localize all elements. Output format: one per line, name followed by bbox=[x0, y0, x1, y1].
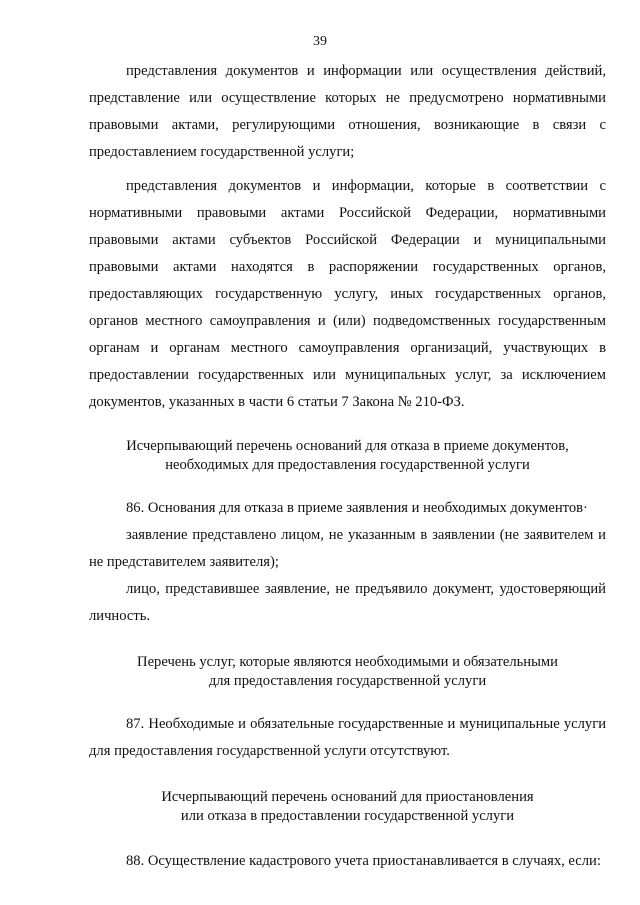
heading-line: или отказа в предоставлении государственной услуги bbox=[180, 808, 515, 824]
paragraph-87: 87. Необходимые и обязательные государственные и муниципальные услуги для предоставления государственной услуги отсутствуют. bbox=[89, 716, 606, 759]
paragraph-86: 86. Основания для отказа в приеме заявления и необходимых документов· bbox=[126, 500, 588, 516]
document-body bbox=[89, 58, 606, 875]
section-heading-refusal-grounds bbox=[89, 437, 606, 475]
page-number: 39 bbox=[313, 34, 327, 49]
section-heading-suspension-grounds bbox=[89, 788, 606, 826]
section-heading-required-services bbox=[89, 653, 606, 691]
paragraph-identity-not-shown: лицо, представившее заявление, не предъявило документ, удостоверяющий личность. bbox=[89, 581, 606, 624]
paragraph-applicant-not-specified: заявление представлено лицом, не указанным в заявлении (не заявителем и не представителем заявителя); bbox=[89, 527, 606, 570]
paragraph-documents-in-possession: представления документов и информации, которые в соответствии с нормативными правовыми актами Российской Федерации, нормативными правовыми актами субъектов Российской Федерации и муниципальными правовыми актами находятся в распоряжении государственных органов, предоставляющих государственную услугу, иных государственных органов, органов местного самоуправления и (или) подведомственных государственным органам и органам местного самоуправления организаций, участвующих в предоставлении государственных или муниципальных услуг, за исключением документов, указанных в части 6 статьи 7 Закона № 210-ФЗ. bbox=[89, 178, 606, 410]
heading-line: для предоставления государственной услуги bbox=[208, 673, 487, 689]
paragraph-documents-not-required: представления документов и информации или осуществления действий, представление или осуществление которых не предусмотрено нормативными правовыми актами, регулирующими отношения, возникающие в связи с предоставлением государственной услуги; bbox=[89, 63, 606, 160]
paragraph-88: 88. Осуществление кадастрового учета приостанавливается в случаях, если: bbox=[126, 853, 601, 869]
heading-line: Исчерпывающий перечень оснований для приостановления bbox=[161, 789, 534, 805]
heading-line: Перечень услуг, которые являются необходимыми и обязательными bbox=[137, 654, 558, 670]
heading-line: необходимых для предоставления государственной услуги bbox=[165, 457, 530, 473]
heading-line: Исчерпывающий перечень оснований для отказа в приеме документов, bbox=[126, 438, 569, 454]
